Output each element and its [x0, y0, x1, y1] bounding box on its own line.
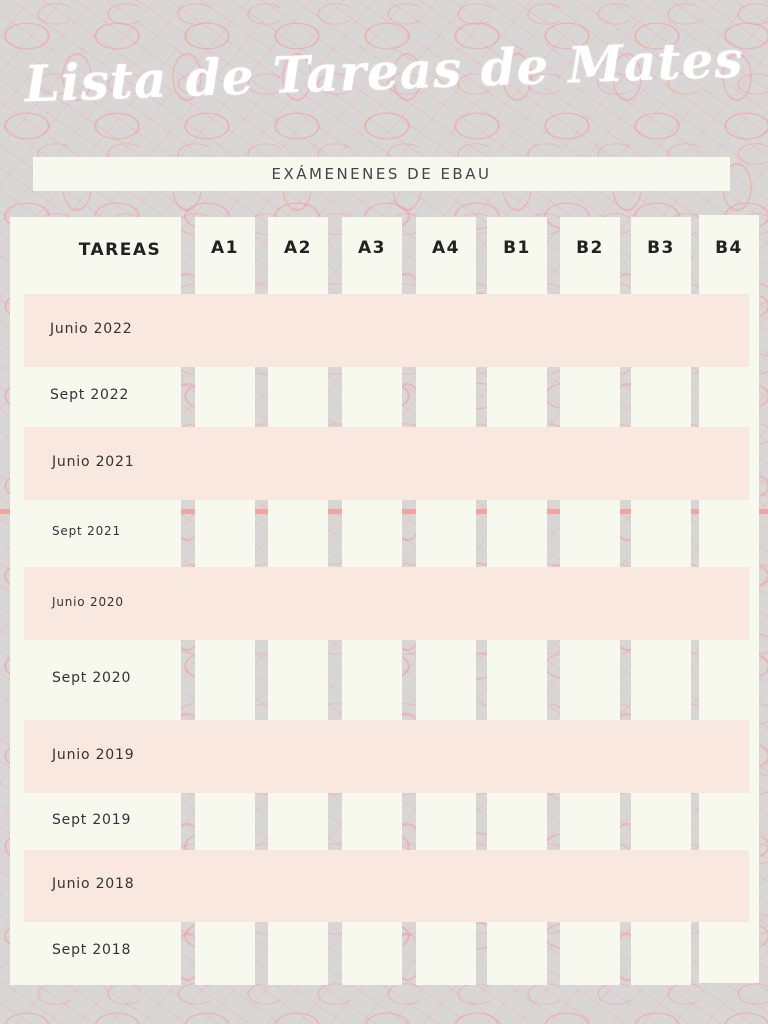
page-title: Lista de Tareas de Mates — [23, 29, 745, 114]
subtitle-banner: EXÁMENENES DE EBAU — [33, 157, 730, 191]
header-b3: B3 — [647, 238, 675, 258]
row-band — [24, 294, 749, 367]
tareas-header: TAREAS — [78, 240, 162, 260]
row-label: Sept 2020 — [52, 670, 132, 687]
row-label: Junio 2022 — [50, 320, 133, 337]
header-b1: B1 — [503, 238, 531, 258]
row-label: Sept 2021 — [52, 523, 121, 538]
row-label: Sept 2019 — [52, 812, 132, 829]
row-band — [24, 567, 749, 640]
row-label: Junio 2020 — [52, 595, 124, 610]
row-label: Sept 2018 — [52, 942, 132, 959]
row-label: Junio 2018 — [52, 876, 135, 893]
header-a3: A3 — [358, 238, 386, 258]
row-label: Junio 2019 — [52, 746, 135, 763]
header-a1: A1 — [211, 238, 239, 258]
header-a4: A4 — [432, 238, 460, 258]
header-b4: B4 — [715, 238, 743, 258]
header-b2: B2 — [576, 238, 604, 258]
header-a2: A2 — [284, 238, 312, 258]
row-label: Junio 2021 — [52, 453, 135, 470]
row-label: Sept 2022 — [50, 387, 130, 404]
